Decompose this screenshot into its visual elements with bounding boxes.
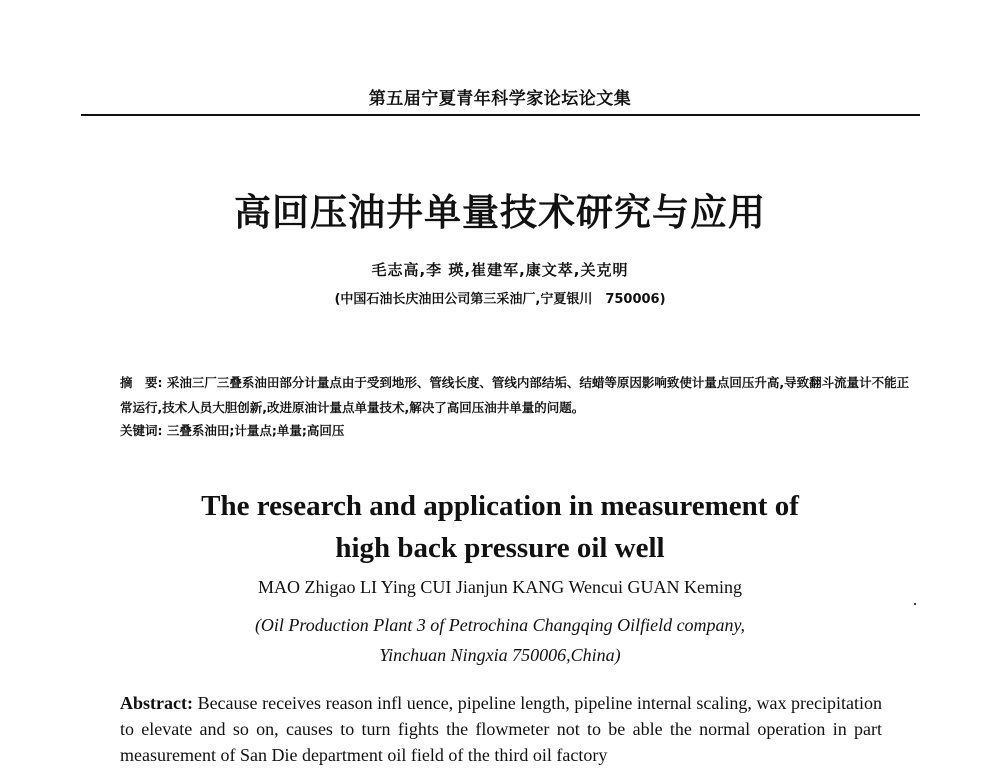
chinese-keywords-text: 三叠系油田;计量点;单量;高回压 [166,423,345,438]
journal-header: 第五届宁夏青年科学家论坛论文集 [368,89,632,109]
english-title-line1: The research and application in measurement of [201,490,799,522]
english-title [0,485,1000,569]
chinese-abstract-text: 采油三厂三叠系油田部分计量点由于受到地形、管线长度、管线内部结垢、结蜡等原因影响致使计量点回压升高,导致翻斗流量计不能正常运行,技术人员大胆创新,改进原油计量点单量技术,解决了高回压油井单量的问题。 [120,375,910,415]
chinese-abstract-label: 摘 要: [120,375,163,390]
english-abstract-text: Because receives reason infl uence, pipeline length, pipeline internal scaling, wax precipitation to elevate and so on, causes to turn fights the flowmeter not to be able the normal operation in part measurement of San Die department oil field of the third oil factory [120,693,883,765]
header-rule [81,114,920,116]
chinese-keywords-label: 关键词: [120,423,163,438]
english-affiliation-line1: (Oil Production Plant 3 of Petrochina Changqing Oilfield company, [254,615,746,635]
scan-speck [914,603,916,605]
english-abstract-label: Abstract: [120,693,193,713]
english-affiliation-line2: Yinchuan Ningxia 750006,China) [379,645,621,665]
english-authors: MAO Zhigao LI Ying CUI Jianjun KANG Wencui GUAN Keming [258,577,742,597]
english-affiliation [0,610,1000,670]
chinese-title: 高回压油井单量技术研究与应用 [234,190,766,234]
chinese-abstract [120,370,920,420]
chinese-affiliation: (中国石油长庆油田公司第三采油厂,宁夏银川 750006) [334,292,666,307]
chinese-authors: 毛志高,李 瑛,崔建军,康文萃,关克明 [371,261,629,279]
chinese-keywords [120,421,920,439]
english-title-line2: high back pressure oil well [335,532,665,564]
english-abstract [120,690,882,768]
